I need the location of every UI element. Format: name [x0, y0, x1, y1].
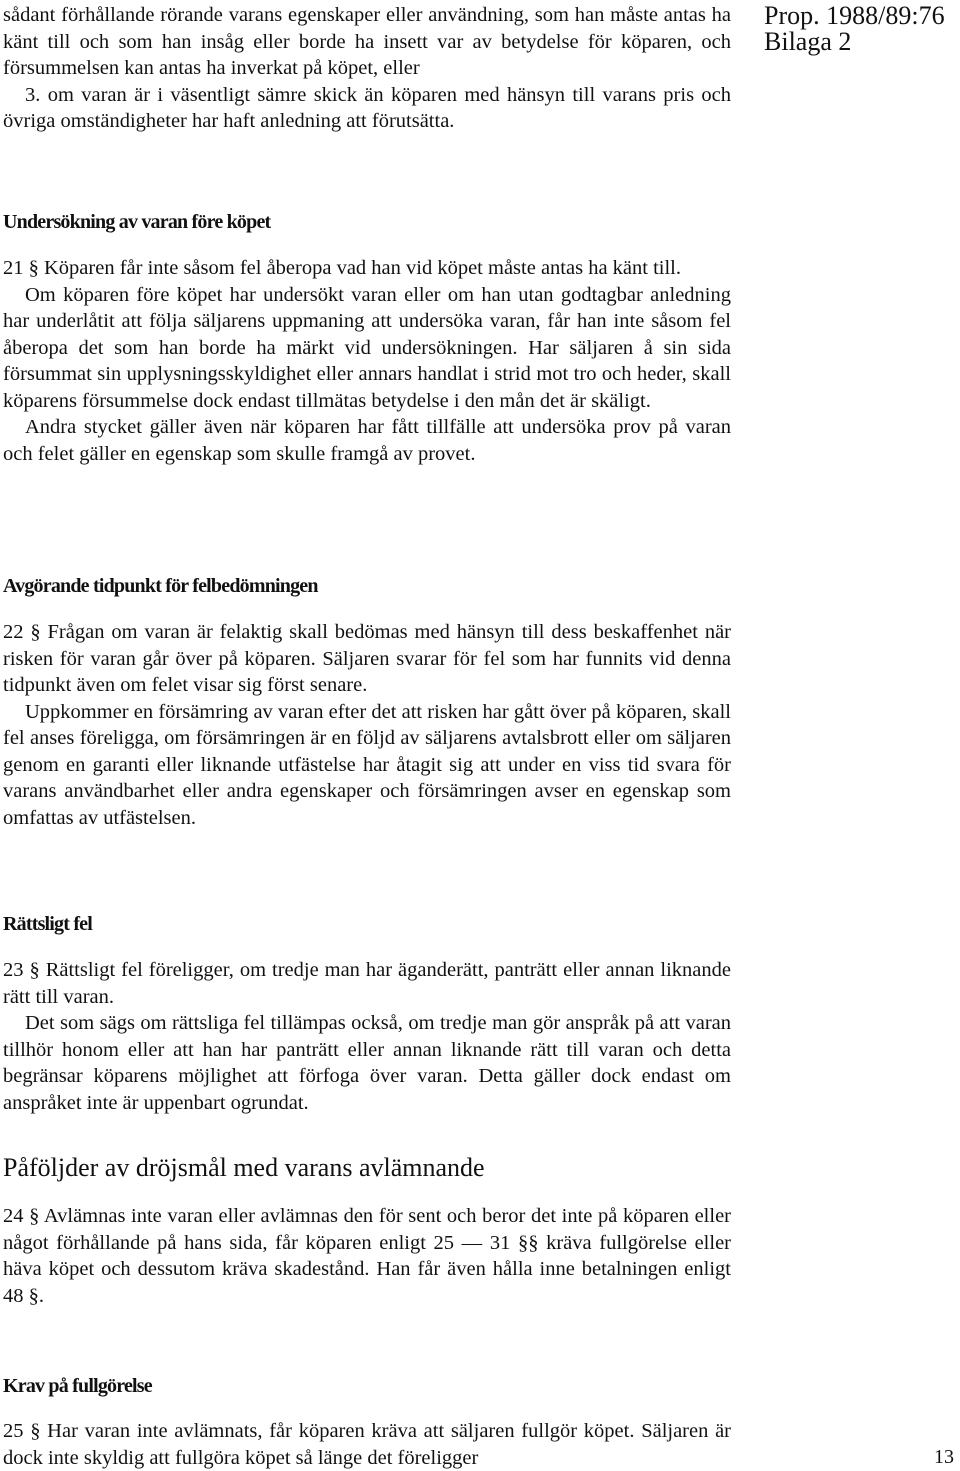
intro-item-3: 3. om varan är i väsentligt sämre skick än köparen med hänsyn till varans pris och övriga omständigheter har haft anledning att förutsätta. [3, 83, 731, 132]
section-paragraph: 23 § Rättsligt fel föreligger, om tredje man har äganderätt, panträtt eller annan liknande rätt till varan. [3, 959, 731, 1008]
section-paragraph: Andra stycket gäller även när köparen har fått tillfälle att undersöka prov på varan och felet gäller en egenskap som skulle framgå av provet. [3, 416, 731, 465]
section-22 [3, 572, 731, 831]
section-24 [3, 1153, 731, 1309]
section-heading: Krav på fullgörelse [3, 1375, 152, 1397]
section-paragraph: 22 § Frågan om varan är felaktig skall bedömas med hänsyn till dess beskaffenhet när risken för varan går över på köparen. Säljaren svarar för fel som har funnits vid denna tidpunkt även om felet visar sig först senare. [3, 621, 731, 696]
section-21 [3, 208, 731, 467]
section-paragraph: 21 § Köparen får inte såsom fel åberopa vad han vid köpet måste antas ha känt till. [3, 257, 681, 279]
page-number: 13 [934, 1446, 954, 1468]
section-paragraph: Om köparen före köpet har undersökt varan eller om han utan godtagbar anledning har underlåtit att följa säljarens uppmaning att undersöka varan, får han inte såsom fel åberopa det som han borde ha märkt vid undersökningen. Har säljaren å sin sida försummat sin upplysningsskyldighet eller annars handlat i strid mot tro och heder, skall köparens försummelse dock endast tillmätas betydelse i den mån det är skäligt. [3, 283, 731, 412]
document-reference [764, 3, 945, 55]
section-heading: Undersökning av varan före köpet [3, 211, 271, 233]
section-23 [3, 910, 731, 1116]
section-heading: Rättsligt fel [3, 913, 93, 935]
intro-block [3, 2, 731, 135]
section-paragraph: 24 § Avlämnas inte varan eller avlämnas den för sent och beror det inte på köparen eller något förhållande på hans sida, får köparen enligt 25 — 31 §§ kräva fullgörelse eller häva köpet och dessutom kräva skadestånd. Han får även hålla inne betalningen enligt 48 §. [3, 1205, 731, 1307]
intro-paragraph: sådant förhållande rörande varans egenskaper eller användning, som han måste antas ha känt till och som han insåg eller borde ha insett var av betydelse för köparen, och försummelsen kan antas ha inverkat på köpet, eller [3, 4, 731, 79]
proposition-number: Prop. 1988/89:76 [764, 1, 945, 30]
section-paragraph: Uppkommer en försämring av varan efter det att risken har gått över på köparen, skall fel anses föreligga, om försämringen är en följd av säljarens avtalsbrott eller om säljaren genom en garanti eller liknande utfästelse har åtagit sig att under en viss tid svara för varans användbarhet eller andra egenskaper och försämringen avser en egenskap som omfattas av utfästelsen. [3, 700, 731, 829]
section-heading: Påföljder av dröjsmål med varans avlämnande [3, 1153, 485, 1182]
section-25 [3, 1372, 731, 1471]
section-paragraph: Det som sägs om rättsliga fel tillämpas också, om tredje man gör anspråk på att varan tillhör honom eller att han har panträtt eller annan liknande rätt till varan och detta begränsar köparens möjlighet att förfoga över varan. Detta gäller dock endast om anspråket inte är uppenbart ogrundat. [3, 1012, 731, 1114]
section-paragraph: 25 § Har varan inte avlämnats, får köparen kräva att säljaren fullgör köpet. Säljaren är dock inte skyldig att fullgöra köpet så länge det föreligger [3, 1420, 731, 1469]
appendix-label: Bilaga 2 [764, 27, 852, 56]
section-heading: Avgörande tidpunkt för felbedömningen [3, 575, 318, 597]
